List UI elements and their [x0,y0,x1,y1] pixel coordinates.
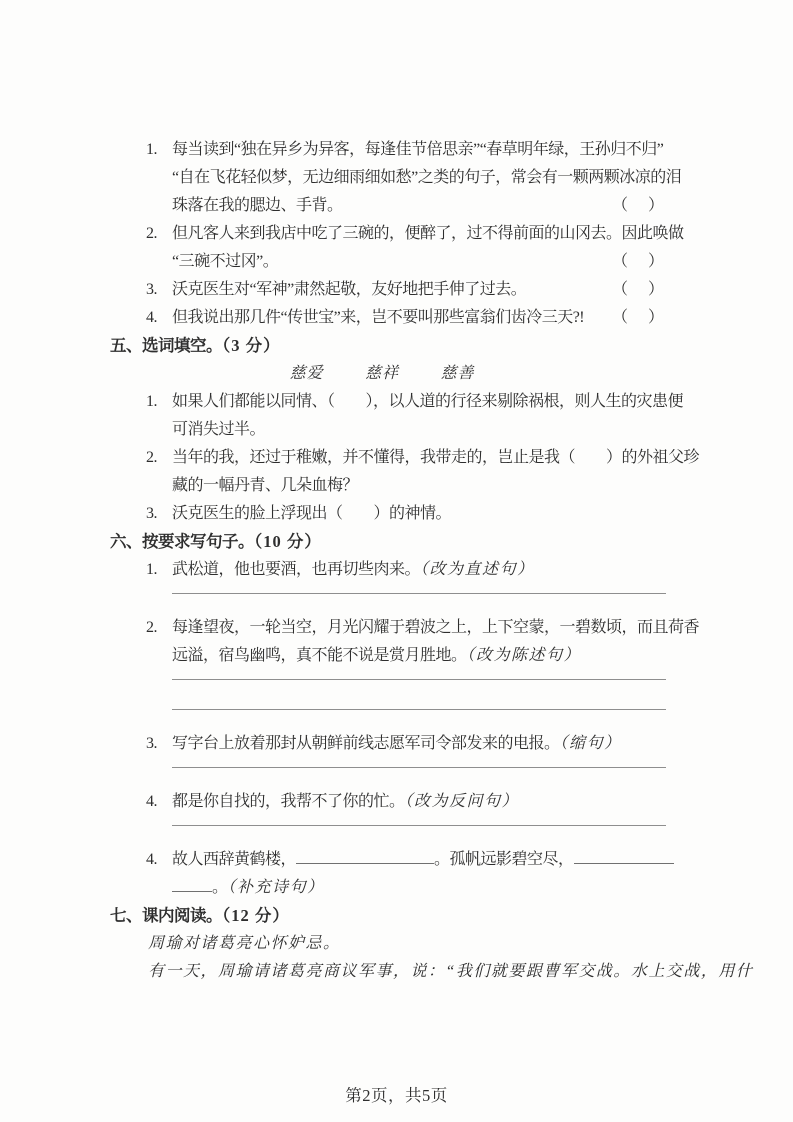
judgement-item-1 [110,136,690,220]
question-text: 珠落在我的腮边、手背。 [172,197,343,214]
answer-parentheses[interactable]: （ ） [611,309,666,326]
question-line [110,614,700,642]
section-five-heading [110,332,690,360]
fill-blank-item-2 [110,444,700,500]
inline-answer-blank[interactable]: （ ） [327,393,374,410]
poem-text: 。 [212,879,228,896]
item-number: 3. [146,505,157,522]
question-line [110,136,690,164]
question-line [110,788,690,816]
judgement-item-4 [110,304,690,332]
section-points: （12 分） [222,906,290,925]
item-number: 2. [146,449,157,466]
question-text: 每逢望夜，一轮当空，月光闪耀于碧波之上，上下空蒙，一碧数顷，而且荷香 [172,619,700,636]
sentence-item-3 [110,730,690,768]
poem-text: 故人西辞黄鹤楼， [172,851,297,868]
question-text: 藏的一幅丹青、几朵血梅？ [172,477,359,494]
inline-answer-blank[interactable]: （ ） [559,449,622,466]
answer-writing-line[interactable] [172,700,666,710]
question-line [110,164,690,192]
poem-blank[interactable] [574,848,674,864]
word-bank-item: 慈祥 [364,365,399,382]
question-text: 但凡客人来到我店中吃了三碗的，便醉了，过不得前面的山冈去。因此唤做 [172,225,684,242]
question-line [110,444,700,472]
question-text: 当年的我，还过于稚嫩，并不懂得，我带走的，岂止是我 [172,449,560,466]
supplement-instruction: （补充诗句） [227,879,325,896]
answer-writing-line[interactable] [172,670,666,680]
judgement-item-3 [110,276,690,304]
item-number: 3. [146,735,157,752]
sentence-instruction: （改为反问句） [404,793,520,810]
question-line [110,248,690,276]
question-line [110,416,690,444]
question-text: 的外祖父珍 [621,449,700,466]
page-footer [0,1082,793,1106]
question-text: 武松道，他也要酒，也再切些肉来。 [172,561,421,578]
sentence-instruction: （改为直述句） [420,561,535,578]
question-text: 都是你自找的，我帮不了你的忙。 [172,793,405,810]
answer-parentheses[interactable]: （ ） [611,253,666,270]
section-points: （3 分） [222,336,281,355]
item-number: 1. [146,393,157,410]
section-title: 六、按要求写句子。 [110,533,254,551]
word-bank-item: 慈善 [440,365,475,382]
question-text: 但我说出那几件“传世宝”来，岂不要叫那些富翁们齿冷三天?! [172,309,585,326]
question-text: 写字台上放着那封从朝鲜前线志愿军司令部发来的电报。 [172,735,560,752]
page-number: 第2页，共5页 [345,1086,448,1105]
question-line [110,388,690,416]
fill-blank-item-3 [110,500,690,528]
passage-paragraph: 有一天，周瑜请诸葛亮商议军事，说：“我们就要跟曹军交战。水上交战，用什 [148,963,754,980]
question-text: 可消失过半。 [172,421,266,438]
sentence-item-2 [110,614,700,710]
question-text: 每当读到“独在异乡为异客，每逢佳节倍思亲”“春草明年绿，王孙归不归” [172,141,664,158]
poem-completion-item [110,846,690,902]
sentence-instruction: （缩句） [559,735,622,752]
reading-passage [110,930,754,986]
item-number: 1. [146,561,157,578]
answer-parentheses[interactable]: （ ） [611,281,666,298]
question-text: “自在飞花轻似梦，无边细雨细如愁”之类的句子，常会有一颗两颗冰凉的泪 [172,169,682,186]
question-line [110,846,690,874]
question-line [110,874,690,902]
poem-text: 。孤帆远影碧空尽， [434,851,574,868]
answer-writing-line[interactable] [172,758,666,768]
item-number: 2. [146,619,157,636]
item-number: 3. [146,281,157,298]
word-bank [92,360,672,388]
fill-blank-item-1 [110,388,690,444]
section-seven-heading [110,902,690,930]
answer-writing-line[interactable] [172,584,666,594]
judgement-item-2 [110,220,690,276]
section-title: 五、选词填空。 [110,337,222,355]
question-line [110,220,690,248]
question-text: 如果人们都能以同情、 [172,393,328,410]
question-line [110,276,690,304]
question-line [110,730,690,758]
sentence-item-1 [110,556,690,594]
sentence-instruction: （改为陈述句） [466,647,582,664]
item-number: 4. [146,793,157,810]
poem-blank[interactable] [172,876,212,892]
question-text: 远溢，宿鸟幽鸣，真不能不说是赏月胜地。 [172,647,467,664]
inline-answer-blank[interactable]: （ ） [327,505,390,522]
item-number: 2. [146,225,157,242]
answer-parentheses[interactable]: （ ） [611,197,666,214]
question-line [110,556,690,584]
question-text: 的神情。 [389,505,452,522]
passage-paragraph: 周瑜对诸葛亮心怀妒忌。 [148,935,341,952]
question-line [110,304,690,332]
section-points: （10 分） [254,532,322,551]
question-line [110,472,690,500]
question-text: ，以人道的行径来剔除祸根，则人生的灾患便 [373,393,684,410]
word-bank-item: 慈爱 [289,365,324,382]
poem-blank[interactable] [296,848,434,864]
question-line [110,192,690,220]
item-number: 4. [146,851,157,868]
sentence-item-4 [110,788,690,826]
answer-writing-line[interactable] [172,816,666,826]
question-text: “三碗不过冈”。 [172,253,279,270]
exam-content [110,136,754,986]
question-line [110,642,690,670]
section-six-heading [110,528,690,556]
item-number: 1. [146,141,157,158]
section-title: 七、课内阅读。 [110,907,222,925]
question-text: 沃克医生对“军神”肃然起敬，友好地把手伸了过去。 [172,281,527,298]
question-line [110,500,690,528]
question-text: 沃克医生的脸上浮现出 [172,505,328,522]
item-number: 4. [146,309,157,326]
